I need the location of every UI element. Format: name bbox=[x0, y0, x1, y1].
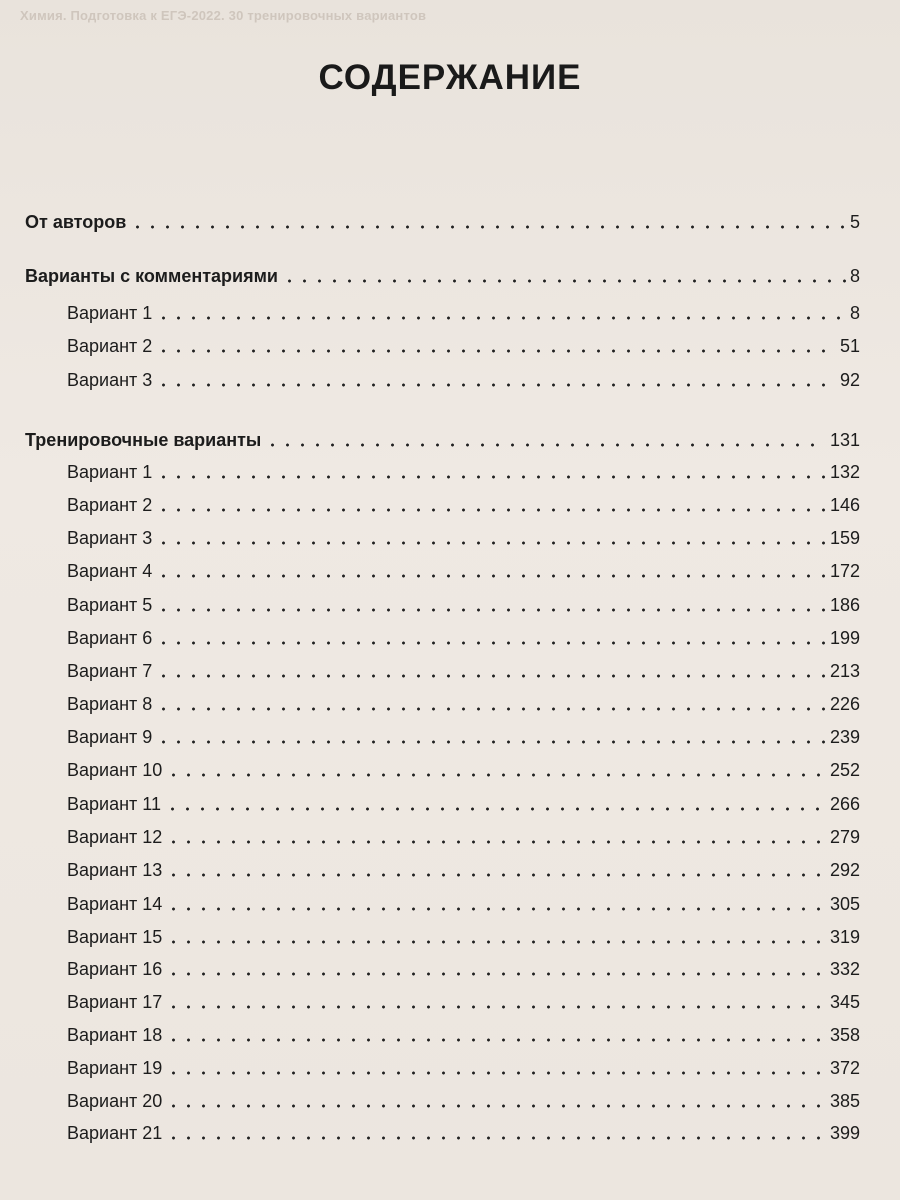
page-title: СОДЕРЖАНИЕ bbox=[318, 58, 582, 97]
toc-entry-page-number: 292 bbox=[829, 860, 860, 880]
toc-entry-page-number: 372 bbox=[829, 1058, 860, 1078]
toc-section-entry bbox=[25, 429, 860, 451]
toc-entry bbox=[67, 759, 860, 781]
dot-leader bbox=[156, 349, 836, 353]
toc-entry bbox=[67, 335, 860, 357]
dot-leader bbox=[166, 873, 826, 877]
toc-entry-page-number: 266 bbox=[829, 794, 860, 814]
dot-leader bbox=[166, 1104, 826, 1108]
toc-entry-label: Вариант 9 bbox=[67, 727, 153, 747]
dot-leader bbox=[156, 475, 826, 479]
dot-leader bbox=[156, 574, 826, 578]
toc-entry-label: Вариант 2 bbox=[67, 336, 153, 356]
dot-leader bbox=[156, 508, 826, 512]
dot-leader bbox=[156, 641, 826, 645]
toc-entry-page-number: 385 bbox=[829, 1091, 860, 1111]
dot-leader bbox=[166, 1071, 826, 1075]
toc-entry-page-number: 213 bbox=[829, 661, 860, 681]
dot-leader bbox=[166, 940, 826, 944]
toc-entry bbox=[67, 726, 860, 748]
toc-entry-label: Вариант 10 bbox=[67, 760, 163, 780]
toc-section-entry bbox=[25, 265, 860, 287]
toc-entry bbox=[67, 926, 860, 948]
dot-leader bbox=[166, 840, 826, 844]
toc-entry-page-number: 305 bbox=[829, 894, 860, 914]
toc-entry-page-number: 399 bbox=[829, 1123, 860, 1143]
toc-entry bbox=[67, 826, 860, 848]
dot-leader bbox=[156, 316, 846, 320]
dot-leader bbox=[166, 907, 826, 911]
toc-entry-page-number: 358 bbox=[829, 1025, 860, 1045]
dot-leader bbox=[166, 1136, 826, 1140]
dot-leader bbox=[166, 773, 826, 777]
toc-entry-label: Вариант 16 bbox=[67, 959, 163, 979]
toc-entry-page-number: 199 bbox=[829, 628, 860, 648]
toc-entry bbox=[67, 1090, 860, 1112]
dot-leader bbox=[166, 972, 826, 976]
toc-entry-page-number: 252 bbox=[829, 760, 860, 780]
toc-entry bbox=[67, 302, 860, 324]
toc-entry-label: Вариант 1 bbox=[67, 462, 153, 482]
dot-leader bbox=[165, 807, 826, 811]
toc-entry-label: Вариант 6 bbox=[67, 628, 153, 648]
toc-entry-label: Вариант 20 bbox=[67, 1091, 163, 1111]
toc-entry-label: Вариант 8 bbox=[67, 694, 153, 714]
toc-entry bbox=[67, 369, 860, 391]
toc-entry-page-number: 51 bbox=[839, 336, 860, 356]
toc-entry-page-number: 92 bbox=[839, 370, 860, 390]
toc-entry-label: Вариант 21 bbox=[67, 1123, 163, 1143]
toc-entry-page-number: 279 bbox=[829, 827, 860, 847]
toc-entry-page-number: 172 bbox=[829, 561, 860, 581]
toc-entry-label: От авторов bbox=[25, 212, 127, 232]
dot-leader bbox=[156, 608, 826, 612]
toc-entry-label: Вариант 3 bbox=[67, 528, 153, 548]
toc-entry-label: Вариант 7 bbox=[67, 661, 153, 681]
toc-entry bbox=[67, 991, 860, 1013]
toc-entry-page-number: 226 bbox=[829, 694, 860, 714]
toc-entry bbox=[67, 660, 860, 682]
dot-leader bbox=[156, 740, 826, 744]
toc-entry-page-number: 239 bbox=[829, 727, 860, 747]
running-header: Химия. Подготовка к ЕГЭ-2022. 30 тренировочных вариантов bbox=[20, 8, 427, 23]
toc-entry-label: Вариант 15 bbox=[67, 927, 163, 947]
toc-entry bbox=[67, 527, 860, 549]
toc-entry bbox=[67, 1057, 860, 1079]
toc-entry-page-number: 132 bbox=[829, 462, 860, 482]
toc-entry-label: Вариант 3 bbox=[67, 370, 153, 390]
dot-leader bbox=[265, 443, 826, 447]
toc-section-entry bbox=[25, 211, 860, 233]
dot-leader bbox=[156, 707, 826, 711]
toc-entry-label: Вариант 4 bbox=[67, 561, 153, 581]
toc-entry bbox=[67, 560, 860, 582]
toc-entry bbox=[67, 1122, 860, 1144]
toc-entry-label: Вариант 14 bbox=[67, 894, 163, 914]
toc-entry bbox=[67, 859, 860, 881]
toc-entry-page-number: 5 bbox=[849, 212, 860, 232]
toc-entry bbox=[67, 893, 860, 915]
toc-entry-page-number: 186 bbox=[829, 595, 860, 615]
toc-entry bbox=[67, 1024, 860, 1046]
toc-entry-page-number: 131 bbox=[829, 430, 860, 450]
toc-entry-label: Вариант 5 bbox=[67, 595, 153, 615]
toc-entry-label: Вариант 18 bbox=[67, 1025, 163, 1045]
dot-leader bbox=[166, 1005, 826, 1009]
toc-entry-page-number: 319 bbox=[829, 927, 860, 947]
toc-entry bbox=[67, 958, 860, 980]
toc-entry-label: Вариант 17 bbox=[67, 992, 163, 1012]
toc-entry bbox=[67, 627, 860, 649]
dot-leader bbox=[130, 225, 846, 229]
dot-leader bbox=[156, 383, 836, 387]
toc-entry-label: Вариант 19 bbox=[67, 1058, 163, 1078]
toc-entry-page-number: 332 bbox=[829, 959, 860, 979]
toc-entry bbox=[67, 461, 860, 483]
toc-entry-page-number: 146 bbox=[829, 495, 860, 515]
toc-entry-page-number: 8 bbox=[849, 266, 860, 286]
dot-leader bbox=[156, 541, 826, 545]
toc-entry bbox=[67, 594, 860, 616]
toc-entry-page-number: 159 bbox=[829, 528, 860, 548]
toc-entry-label: Варианты с комментариями bbox=[25, 266, 278, 286]
toc-entry bbox=[67, 494, 860, 516]
toc-entry bbox=[67, 793, 860, 815]
toc-entry-page-number: 345 bbox=[829, 992, 860, 1012]
toc-entry-page-number: 8 bbox=[849, 303, 860, 323]
toc-entry-label: Вариант 2 bbox=[67, 495, 153, 515]
dot-leader bbox=[156, 674, 826, 678]
toc-entry-label: Тренировочные варианты bbox=[25, 430, 262, 450]
toc-entry bbox=[67, 693, 860, 715]
dot-leader bbox=[282, 279, 846, 283]
toc-entry-label: Вариант 1 bbox=[67, 303, 153, 323]
toc-entry-label: Вариант 11 bbox=[67, 794, 161, 814]
toc-entry-label: Вариант 13 bbox=[67, 860, 163, 880]
dot-leader bbox=[166, 1038, 826, 1042]
toc-entry-label: Вариант 12 bbox=[67, 827, 163, 847]
